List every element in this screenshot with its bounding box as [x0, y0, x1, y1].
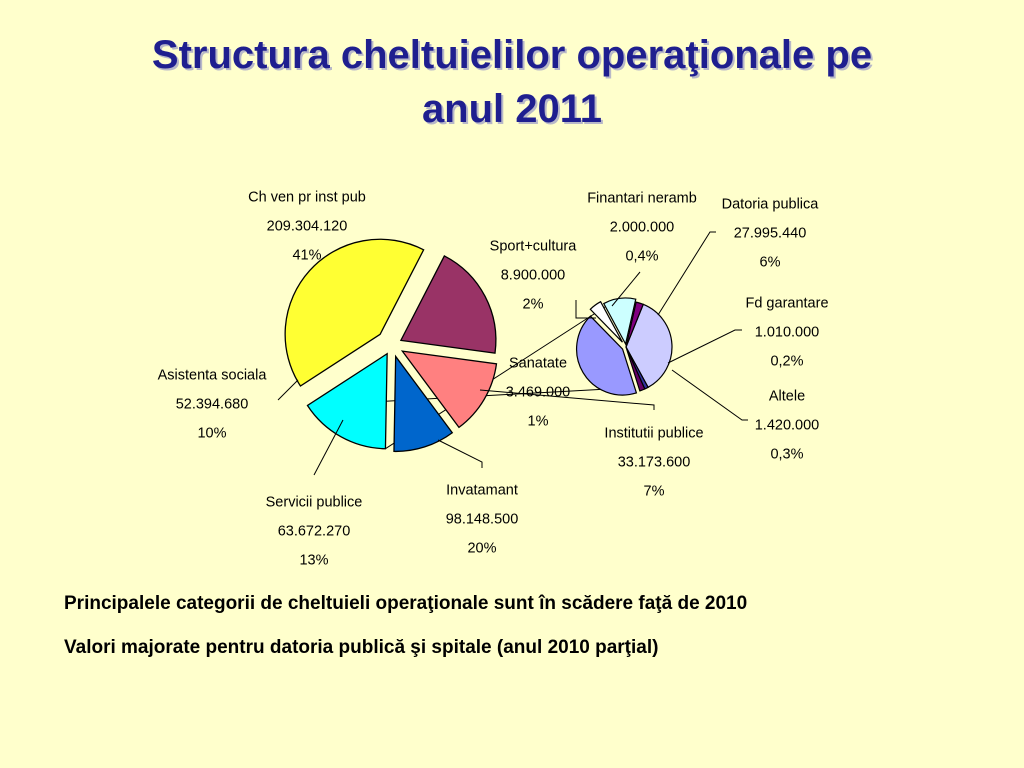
data-label-datoria-publica-percent: 6%	[759, 254, 781, 271]
data-label-ch-ven-pr-inst-pub-percent: 41%	[292, 247, 322, 264]
data-label-ch-ven-pr-inst-pub-label: Ch ven pr inst pub	[248, 189, 366, 206]
note-increase: Valori majorate pentru datoria publică şi spitale (anul 2010 parţial)	[64, 637, 659, 658]
data-label-altele-label: Altele	[768, 388, 806, 405]
data-label-asistenta-sociala-percent: 10%	[197, 425, 227, 442]
data-label-sanatate-percent: 1%	[527, 413, 549, 430]
data-label-institutii-publice-percent: 7%	[643, 483, 665, 500]
secondary-pie	[577, 298, 672, 395]
data-label-sanatate-label: Sanatate	[508, 355, 568, 372]
data-label-finantari-neramb-percent: 0,4%	[625, 248, 659, 265]
data-label-servicii-publice-percent: 13%	[299, 552, 329, 569]
main-pie	[285, 239, 496, 451]
data-label-asistenta-sociala-label: Asistenta sociala	[157, 367, 267, 384]
leader-fd-garantare	[668, 330, 742, 363]
data-label-servicii-publice-value: 63.672.270	[277, 523, 351, 540]
data-label-altele-percent: 0,3%	[770, 446, 804, 463]
leader-asistenta-sociala	[278, 380, 298, 400]
data-label-institutii-publice-value: 33.173.600	[617, 454, 691, 471]
data-label-fd-garantare-percent: 0,2%	[770, 353, 804, 370]
data-label-ch-ven-pr-inst-pub-value: 209.304.120	[266, 218, 348, 235]
data-label-fd-garantare-label: Fd garantare	[745, 295, 829, 312]
data-label-asistenta-sociala-value: 52.394.680	[175, 396, 249, 413]
data-label-altele-value: 1.420.000	[754, 417, 820, 434]
data-label-sanatate-value: 3.469.000	[505, 384, 571, 401]
data-label-invatamant-label: Invatamant	[446, 482, 518, 499]
data-label-invatamant-percent: 20%	[467, 540, 497, 557]
data-label-sport-cultura-percent: 2%	[522, 296, 544, 313]
title-line-2: anul 2011	[421, 87, 603, 131]
leader-invatamant	[438, 440, 482, 468]
data-label-datoria-publica-value: 27.995.440	[733, 225, 807, 242]
data-label-fd-garantare-value: 1.010.000	[754, 324, 820, 341]
data-label-finantari-neramb-label: Finantari neramb	[587, 190, 697, 207]
leader-datoria-publica	[658, 232, 716, 315]
data-label-sport-cultura-value: 8.900.000	[500, 267, 566, 284]
data-label-sport-cultura-label: Sport+cultura	[489, 238, 577, 255]
data-label-invatamant-value: 98.148.500	[445, 511, 519, 528]
note-decrease: Principalele categorii de cheltuieli operaţionale sunt în scădere faţă de 2010	[64, 593, 748, 614]
data-label-datoria-publica-label: Datoria publica	[721, 196, 819, 213]
leader-altele	[672, 370, 748, 420]
main-slice-invatamant	[401, 256, 496, 353]
title-line-1: Structura cheltuielilor operaţionale pe	[151, 33, 873, 77]
data-label-finantari-neramb-value: 2.000.000	[609, 219, 675, 236]
data-label-servicii-publice-label: Servicii publice	[265, 494, 363, 511]
data-label-institutii-publice-label: Institutii publice	[604, 425, 704, 442]
